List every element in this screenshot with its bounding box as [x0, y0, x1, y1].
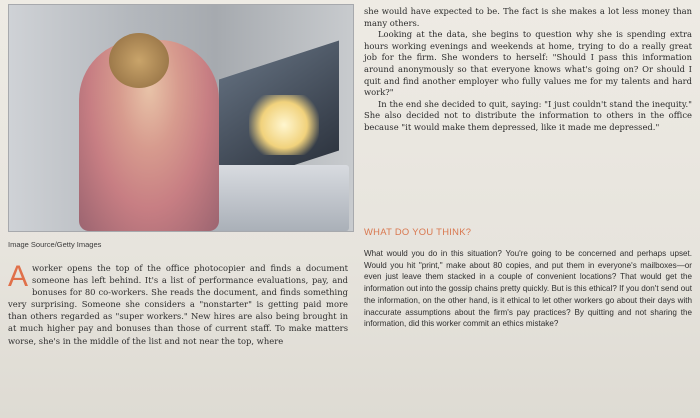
paragraph-2: Looking at the data, she begins to question why she is spending extra hours working evenings and weekends at home, trying to do a really great job for the firm. She wonders to herself: "Should I pass this information around anonymously so that everyone knows what's going on? Or should I quit and find another employer who fully values me for my talents and hard work?"	[364, 29, 692, 98]
section-heading: WHAT DO YOU THINK?	[364, 226, 472, 237]
drop-cap: A	[8, 260, 29, 293]
left-column-text	[8, 262, 348, 347]
photocopier-photo	[8, 4, 354, 232]
paragraph-1: she would have expected to be. The fact is she makes a lot less money than many others.	[364, 6, 692, 28]
paragraph-3: In the end she decided to quit, saying: "I just couldn't stand the inequity." She also decided not to distribute the information to others in the office because "it would make them depressed, like it made me depressed."	[364, 98, 692, 132]
discussion-text: What would you do in this situation? You're going to be concerned and perhaps upset. Would you hit "print," make about 80 copies, and put them in everyone's mailboxes—or even just leave them stacked in a couple of convenient locations? That would get the information out into the gossip chains pretty quickly. But is this ethical? If you don't send out the information, on the other hand, is it ethical to let other workers go about their days with inaccurate assumptions about the firm's pay practices? By quitting and not sharing the information, did this worker commit an ethics mistake?	[364, 249, 692, 329]
left-column-body: worker opens the top of the office photocopier and finds a document someone has left behind. It's a list of performance evaluations, pay, and bonuses for 80 co-workers. She reads the document, and finds something very surprising. Someone she considers a "nonstarter" is getting paid more than others regarded as "super workers." New hires are also being brought in at much higher pay and bonuses than those of current staff. To make matters worse, she's in the middle of the list and not near the top, where	[8, 263, 348, 346]
photo-credit: Image Source/Getty Images	[8, 240, 102, 249]
copier-light	[249, 95, 319, 155]
right-column-text	[364, 6, 692, 134]
woman-hair	[109, 33, 169, 88]
